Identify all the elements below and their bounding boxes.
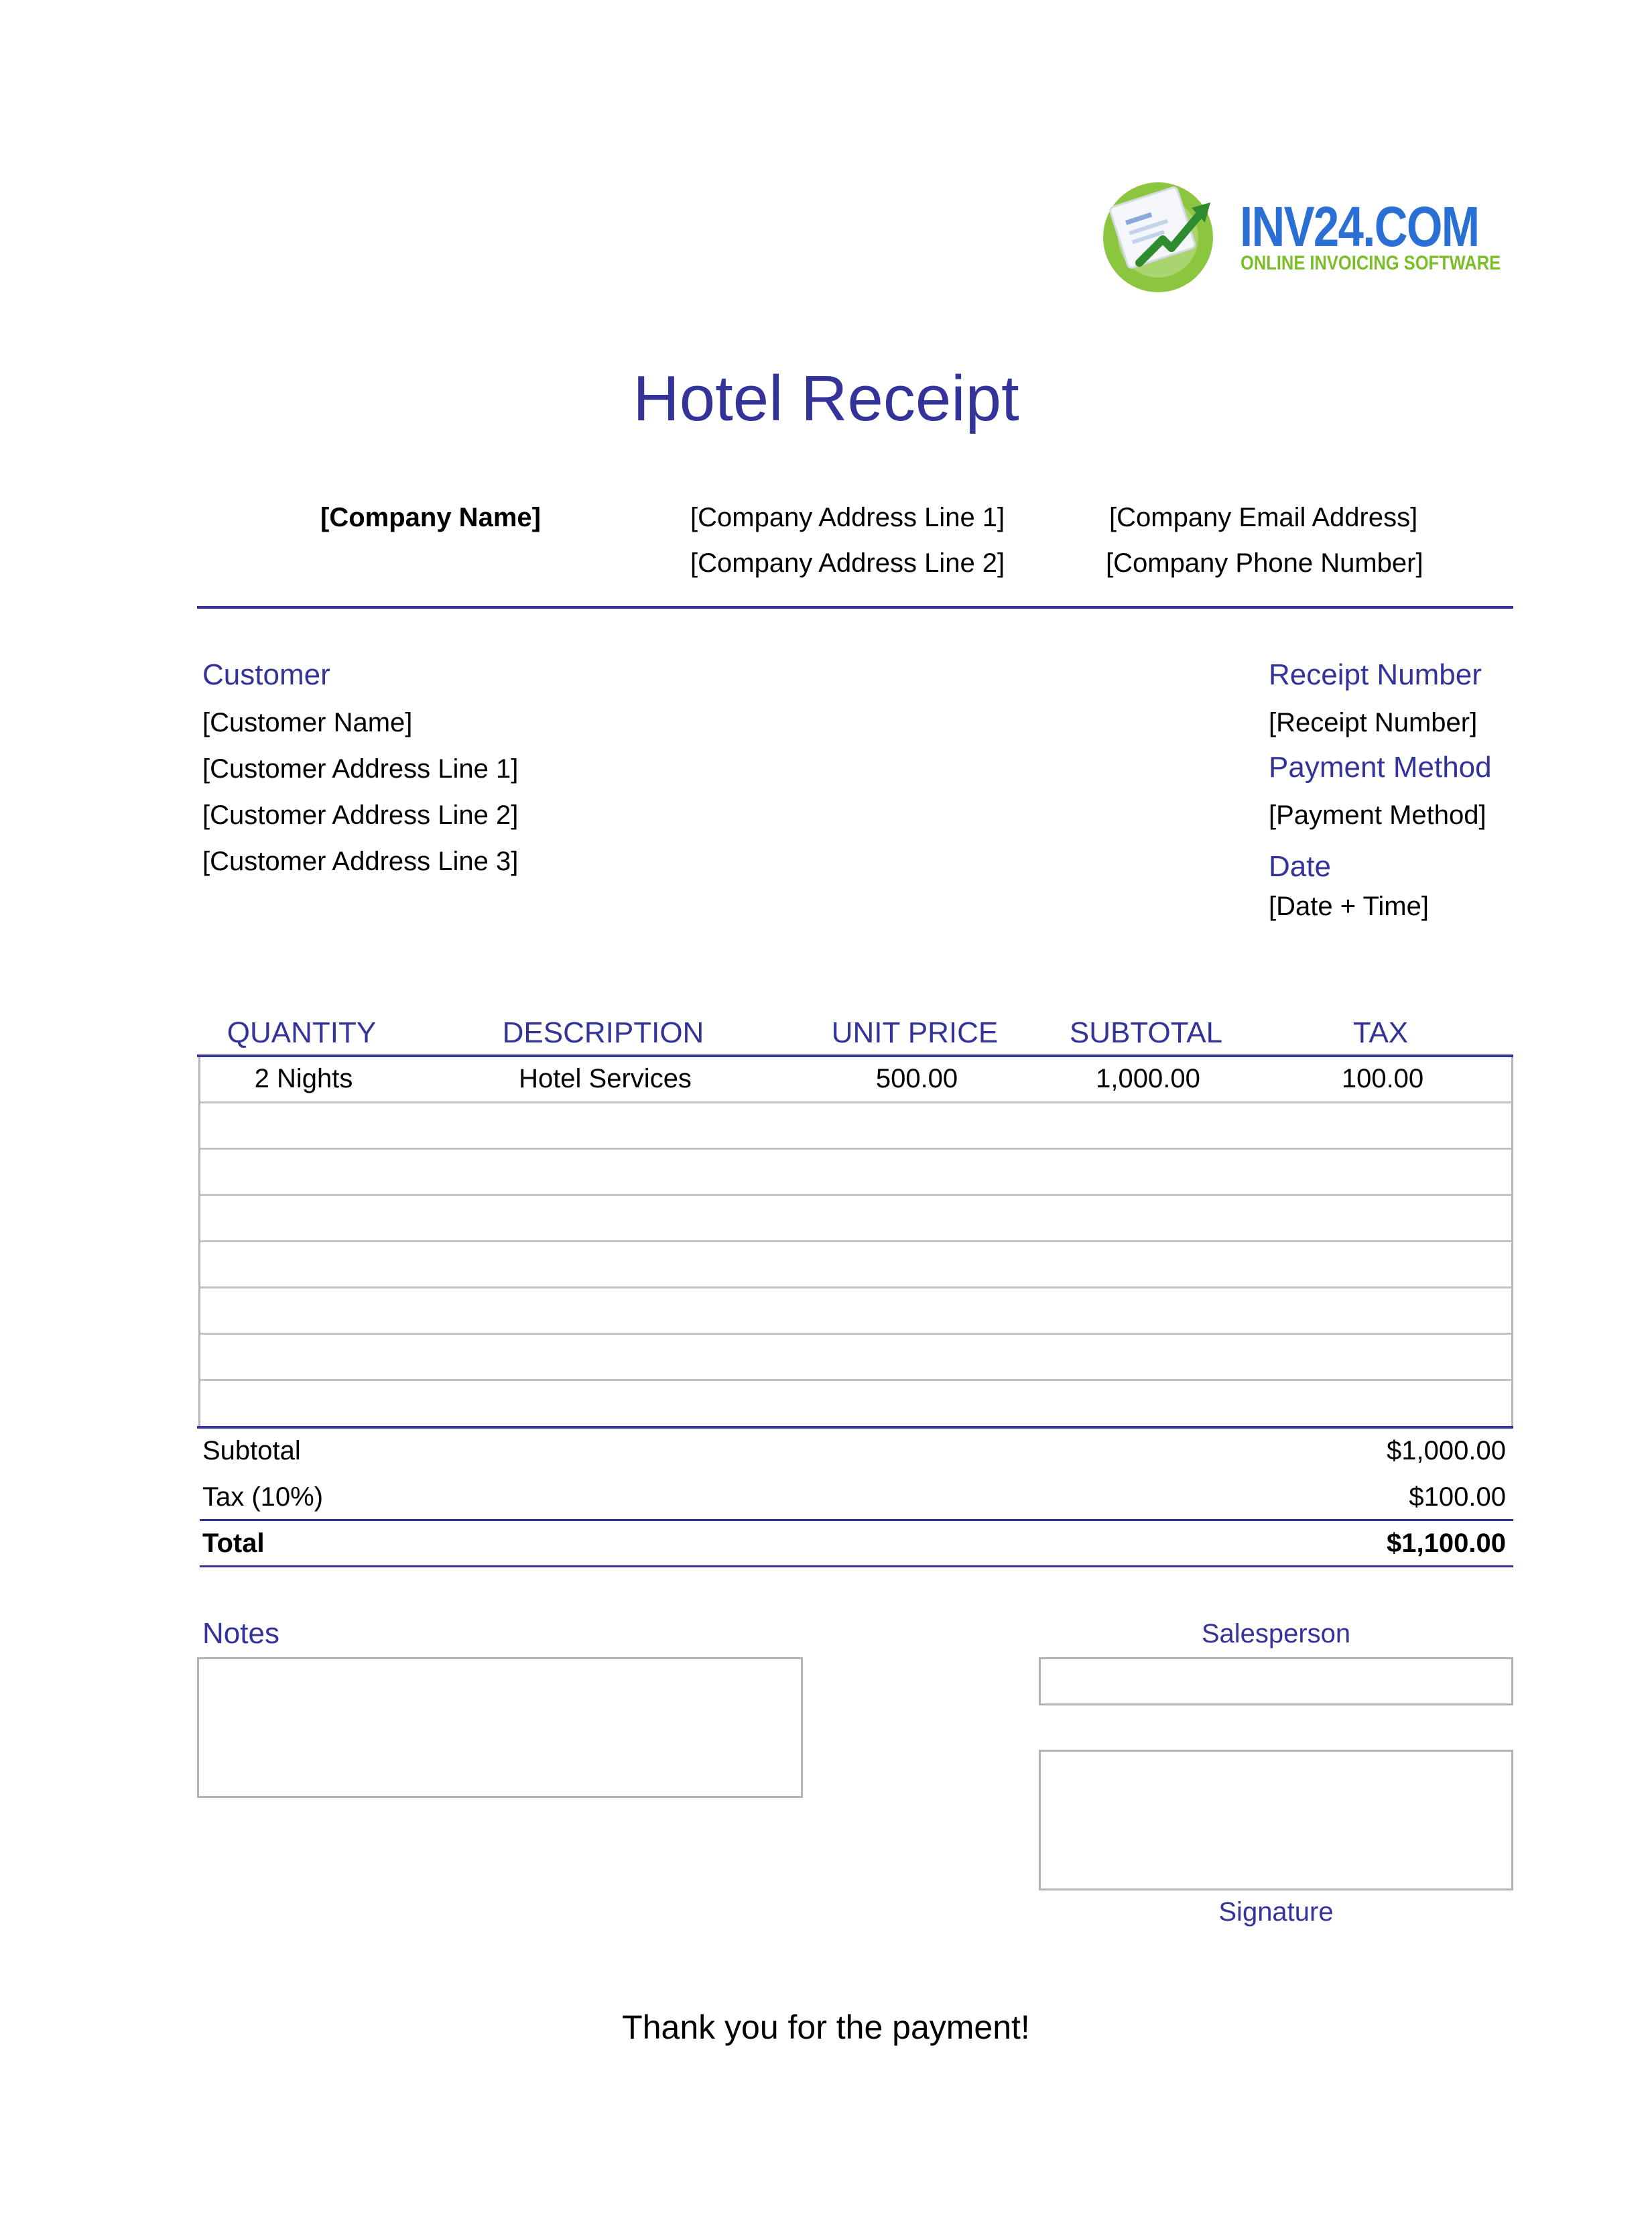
- cell-tax: 100.00: [1341, 1064, 1424, 1093]
- notes-box[interactable]: [197, 1657, 803, 1798]
- company-email: [Company Email Address]: [1109, 503, 1418, 532]
- signature-label: Signature: [1218, 1897, 1334, 1927]
- total-label: Total: [202, 1528, 265, 1558]
- col-header-subtotal: SUBTOTAL: [1069, 1016, 1223, 1049]
- tax-value: $100.00: [1409, 1482, 1506, 1512]
- customer-address-line-2: [Customer Address Line 2]: [202, 800, 519, 830]
- customer-address-line-1: [Customer Address Line 1]: [202, 754, 519, 784]
- company-address-line-2: [Company Address Line 2]: [690, 548, 1005, 578]
- table-bottom-rule: [197, 1426, 1513, 1429]
- logo-brand: INV24.COM: [1240, 195, 1479, 258]
- table-row: [200, 1150, 1511, 1196]
- total-top-rule: [200, 1519, 1513, 1521]
- table-row: [200, 1381, 1511, 1427]
- customer-heading: Customer: [202, 658, 330, 691]
- date-label: Date: [1269, 850, 1331, 883]
- table-row: [200, 1242, 1511, 1288]
- company-name: [Company Name]: [320, 503, 541, 532]
- table-row: [200, 1196, 1511, 1242]
- cell-quantity: 2 Nights: [254, 1064, 353, 1093]
- logo-emblem-icon: [1099, 176, 1220, 296]
- salesperson-label: Salesperson: [1201, 1619, 1351, 1648]
- page-title: Hotel Receipt: [633, 363, 1019, 434]
- company-address-line-1: [Company Address Line 1]: [690, 503, 1005, 532]
- items-table: [198, 1057, 1513, 1427]
- receipt-number-value: [Receipt Number]: [1269, 708, 1478, 737]
- col-header-unit-price: UNIT PRICE: [831, 1016, 999, 1049]
- date-value: [Date + Time]: [1269, 892, 1429, 921]
- logo-tagline: ONLINE INVOICING SOFTWARE: [1241, 252, 1501, 274]
- tax-label: Tax (10%): [202, 1482, 324, 1512]
- table-row: [200, 1057, 1511, 1103]
- cell-subtotal: 1,000.00: [1096, 1064, 1200, 1093]
- table-row: [200, 1335, 1511, 1381]
- total-bottom-rule: [200, 1565, 1513, 1567]
- customer-address-line-3: [Customer Address Line 3]: [202, 847, 519, 876]
- subtotal-value: $1,000.00: [1387, 1436, 1506, 1465]
- salesperson-field[interactable]: [1039, 1657, 1513, 1705]
- notes-label: Notes: [202, 1617, 279, 1650]
- subtotal-label: Subtotal: [202, 1436, 301, 1465]
- table-row: [200, 1288, 1511, 1335]
- thank-you-message: Thank you for the payment!: [622, 2008, 1030, 2046]
- col-header-tax: TAX: [1352, 1016, 1409, 1049]
- cell-description: Hotel Services: [519, 1064, 692, 1093]
- cell-unit-price: 500.00: [875, 1064, 958, 1093]
- company-phone: [Company Phone Number]: [1106, 548, 1423, 578]
- col-header-description: DESCRIPTION: [502, 1016, 704, 1049]
- signature-box[interactable]: [1039, 1750, 1513, 1890]
- customer-name: [Customer Name]: [202, 708, 413, 737]
- total-value: $1,100.00: [1387, 1528, 1506, 1558]
- header-divider: [197, 606, 1513, 609]
- receipt-number-label: Receipt Number: [1269, 658, 1482, 691]
- payment-method-value: [Payment Method]: [1269, 800, 1486, 830]
- table-row: [200, 1103, 1511, 1150]
- payment-method-label: Payment Method: [1269, 751, 1492, 784]
- col-header-quantity: QUANTITY: [227, 1016, 377, 1049]
